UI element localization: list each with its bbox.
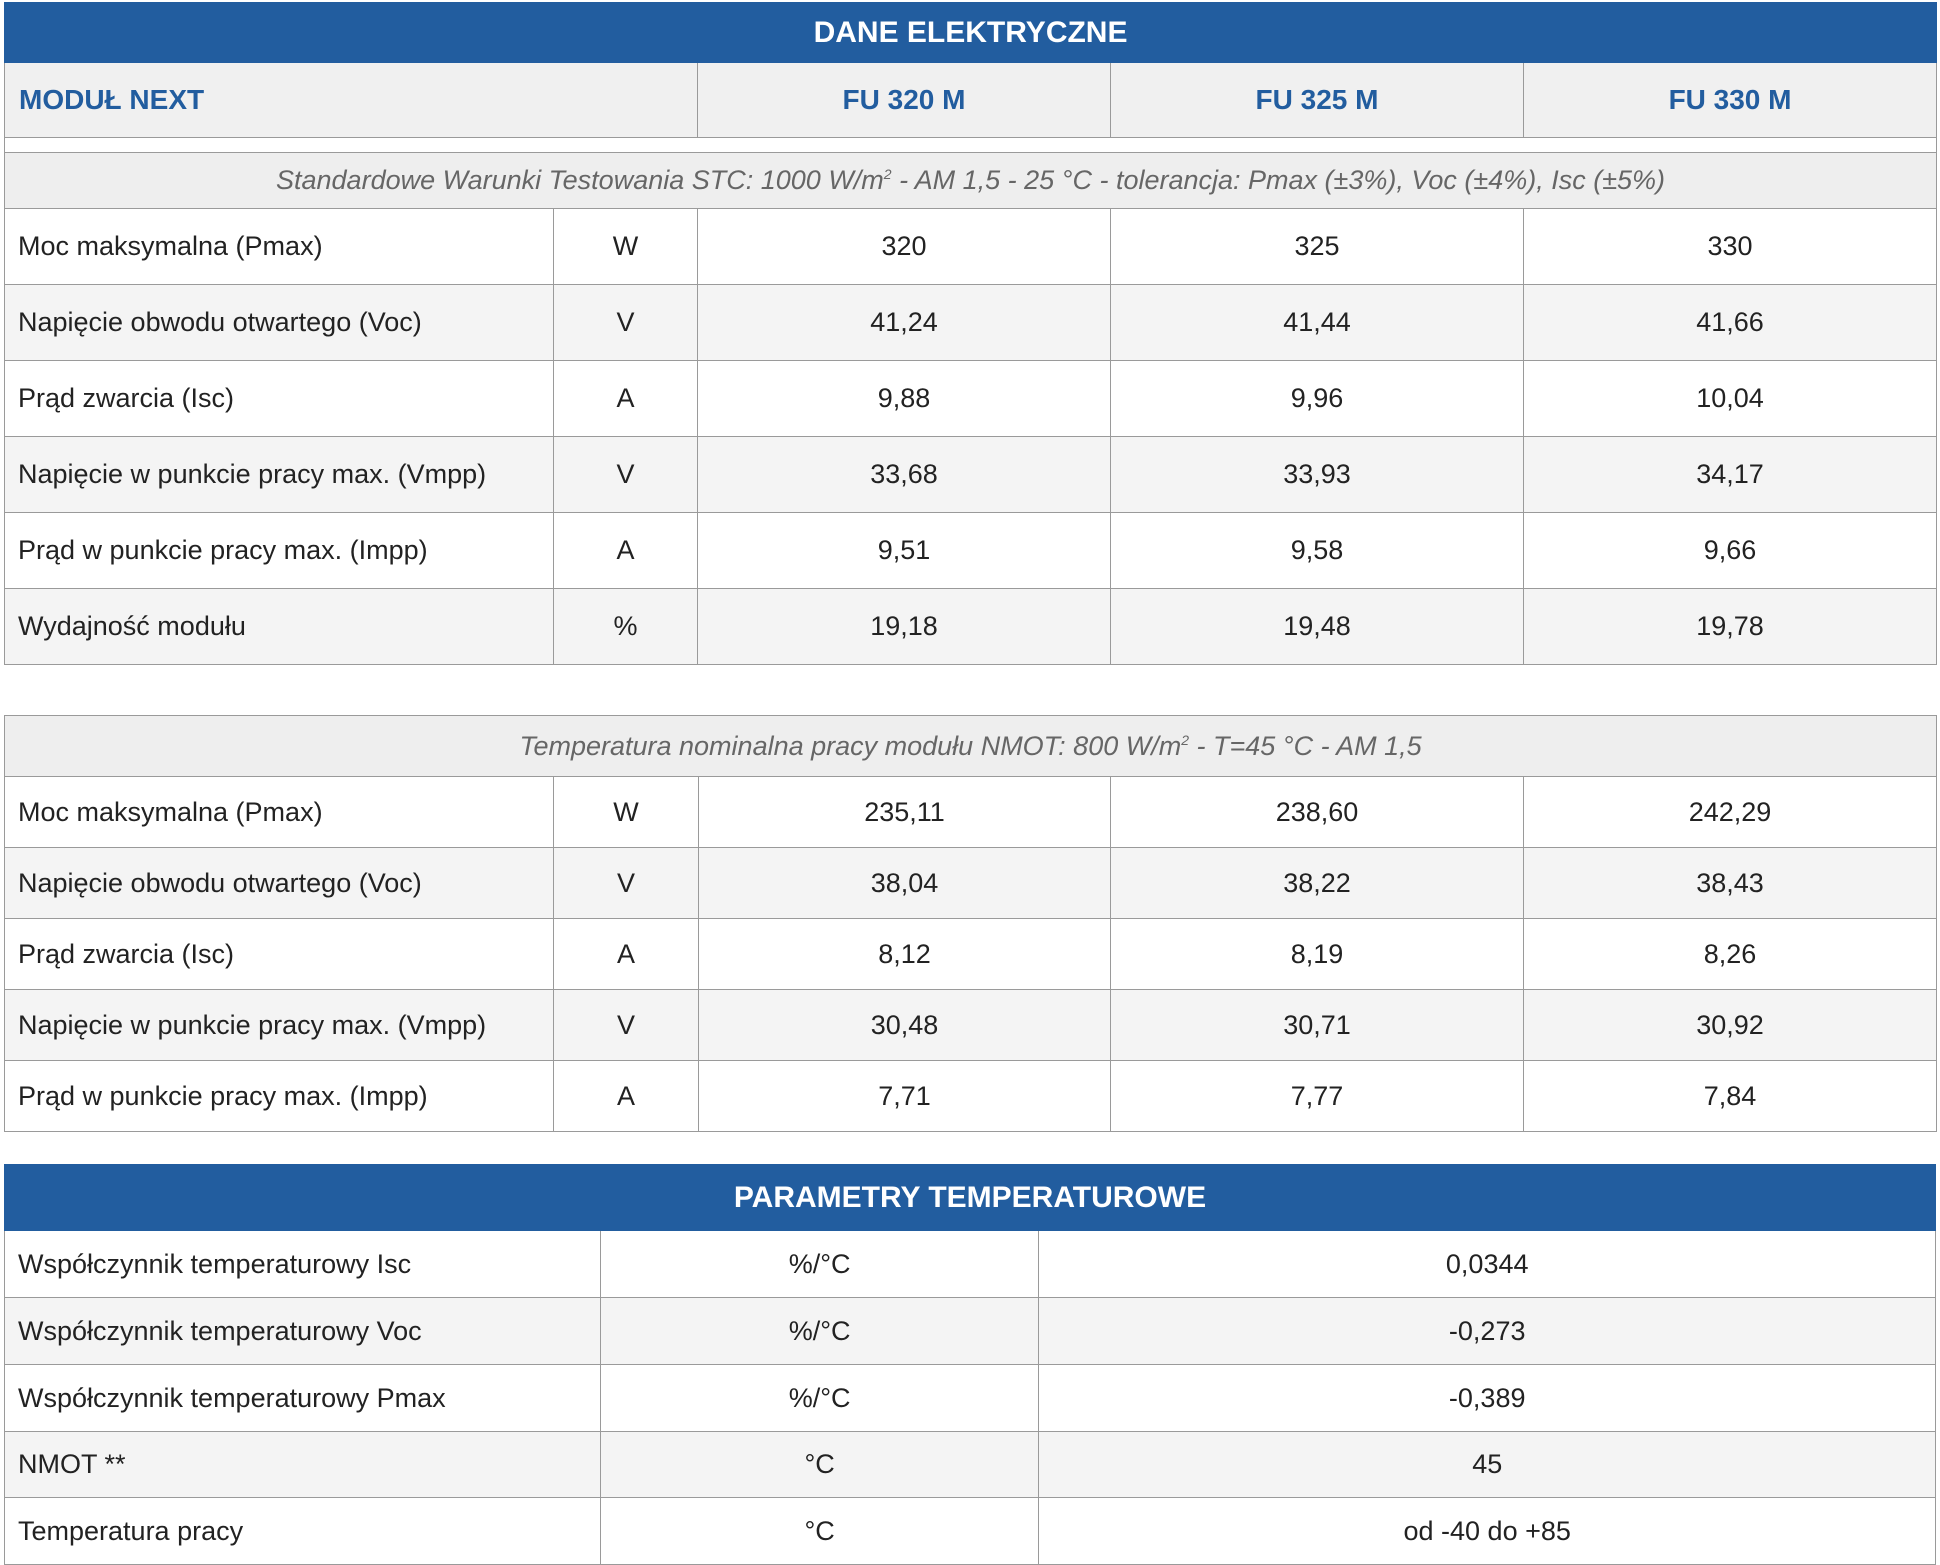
table-row xyxy=(5,589,1937,665)
row-label: NMOT ** xyxy=(5,1432,601,1498)
row-label: Moc maksymalna (Pmax) xyxy=(5,777,554,848)
row-label: Wydajność modułu xyxy=(5,589,554,665)
row-label: Napięcie w punkcie pracy max. (Vmpp) xyxy=(5,990,554,1061)
row-unit: W xyxy=(554,209,698,285)
stc-condition: Standardowe Warunki Testowania STC: 1000 $W/m^2$ - AM 1,5 - 25 °C - tolerancja: Pmax (±3%), Voc (±4%), Isc (±5%) xyxy=(5,153,1937,209)
row-label: Prąd zwarcia (Isc) xyxy=(5,361,554,437)
row-value: 41,66 xyxy=(1524,285,1937,361)
row-label: Prąd w punkcie pracy max. (Impp) xyxy=(5,513,554,589)
row-unit: %/°C xyxy=(600,1298,1039,1365)
row-unit: A xyxy=(554,919,699,990)
row-value: 41,44 xyxy=(1111,285,1524,361)
table-row xyxy=(5,1432,1936,1498)
row-value: 330 xyxy=(1524,209,1937,285)
row-value: 30,92 xyxy=(1524,990,1937,1061)
row-value: 9,88 xyxy=(698,361,1111,437)
row-label: Moc maksymalna (Pmax) xyxy=(5,209,554,285)
row-value: 45 xyxy=(1039,1432,1936,1498)
table-row xyxy=(5,285,1937,361)
row-value: 235,11 xyxy=(699,777,1111,848)
row-label: Współczynnik temperaturowy Voc xyxy=(5,1298,601,1365)
row-label: Napięcie obwodu otwartego (Voc) xyxy=(5,848,554,919)
row-unit: W xyxy=(554,777,699,848)
row-label: Współczynnik temperaturowy Pmax xyxy=(5,1365,601,1432)
row-value: 238,60 xyxy=(1111,777,1524,848)
row-unit: %/°C xyxy=(600,1365,1039,1432)
table-row xyxy=(5,1231,1936,1298)
table-row xyxy=(5,437,1937,513)
row-value: 19,48 xyxy=(1111,589,1524,665)
spacer-row xyxy=(5,138,1937,153)
table-row xyxy=(5,1061,1937,1132)
row-value: 33,93 xyxy=(1111,437,1524,513)
row-value: 30,71 xyxy=(1111,990,1524,1061)
row-value: 9,96 xyxy=(1111,361,1524,437)
model-header: FU 320 M xyxy=(698,63,1111,138)
row-value: 33,68 xyxy=(698,437,1111,513)
row-value: 9,51 xyxy=(698,513,1111,589)
row-value: 38,43 xyxy=(1524,848,1937,919)
electrical-title: DANE ELEKTRYCZNE xyxy=(5,3,1937,63)
row-value: -0,389 xyxy=(1039,1365,1936,1432)
row-unit: °C xyxy=(600,1498,1039,1565)
row-value: 320 xyxy=(698,209,1111,285)
table-row xyxy=(5,919,1937,990)
table-row xyxy=(5,848,1937,919)
row-label: Napięcie w punkcie pracy max. (Vmpp) xyxy=(5,437,554,513)
table-row xyxy=(5,1498,1936,1565)
table-row xyxy=(5,513,1937,589)
table-row xyxy=(5,777,1937,848)
module-header: MODUŁ NEXT xyxy=(5,63,698,138)
row-value: -0,273 xyxy=(1039,1298,1936,1365)
nmot-condition: Temperatura nominalna pracy modułu NMOT: 800 $W/m^2 - T=45$ °C - AM 1,5 xyxy=(5,716,1937,777)
electrical-nmot-table xyxy=(4,715,1937,1132)
row-value: 38,22 xyxy=(1111,848,1524,919)
row-value: od -40 do +85 xyxy=(1039,1498,1936,1565)
model-header: FU 330 M xyxy=(1524,63,1937,138)
table-row xyxy=(5,990,1937,1061)
table-row xyxy=(5,209,1937,285)
row-unit: V xyxy=(554,437,698,513)
row-value: 19,18 xyxy=(698,589,1111,665)
temperature-table xyxy=(4,1164,1936,1565)
row-label: Napięcie obwodu otwartego (Voc) xyxy=(5,285,554,361)
row-value: 38,04 xyxy=(699,848,1111,919)
row-unit: A xyxy=(554,361,698,437)
row-value: 9,58 xyxy=(1111,513,1524,589)
row-label: Prąd zwarcia (Isc) xyxy=(5,919,554,990)
row-unit: °C xyxy=(600,1432,1039,1498)
row-value: 242,29 xyxy=(1524,777,1937,848)
row-value: 7,84 xyxy=(1524,1061,1937,1132)
table-row xyxy=(5,1365,1936,1432)
row-value: 9,66 xyxy=(1524,513,1937,589)
row-value: 30,48 xyxy=(699,990,1111,1061)
row-unit: V xyxy=(554,848,699,919)
temperature-title: PARAMETRY TEMPERATUROWE xyxy=(5,1165,1936,1231)
row-unit: A xyxy=(554,1061,699,1132)
row-value: 41,24 xyxy=(698,285,1111,361)
table-row xyxy=(5,361,1937,437)
row-unit: A xyxy=(554,513,698,589)
row-label: Współczynnik temperaturowy Isc xyxy=(5,1231,601,1298)
row-value: 34,17 xyxy=(1524,437,1937,513)
row-value: 8,26 xyxy=(1524,919,1937,990)
row-unit: V xyxy=(554,285,698,361)
row-unit: % xyxy=(554,589,698,665)
electrical-stc-table xyxy=(4,2,1937,665)
row-unit: V xyxy=(554,990,699,1061)
table-row xyxy=(5,1298,1936,1365)
row-value: 19,78 xyxy=(1524,589,1937,665)
row-value: 10,04 xyxy=(1524,361,1937,437)
row-value: 8,19 xyxy=(1111,919,1524,990)
row-value: 325 xyxy=(1111,209,1524,285)
row-value: 7,77 xyxy=(1111,1061,1524,1132)
row-value: 8,12 xyxy=(699,919,1111,990)
row-value: 7,71 xyxy=(699,1061,1111,1132)
row-label: Temperatura pracy xyxy=(5,1498,601,1565)
row-label: Prąd w punkcie pracy max. (Impp) xyxy=(5,1061,554,1132)
row-unit: %/°C xyxy=(600,1231,1039,1298)
model-header: FU 325 M xyxy=(1111,63,1524,138)
row-value: 0,0344 xyxy=(1039,1231,1936,1298)
